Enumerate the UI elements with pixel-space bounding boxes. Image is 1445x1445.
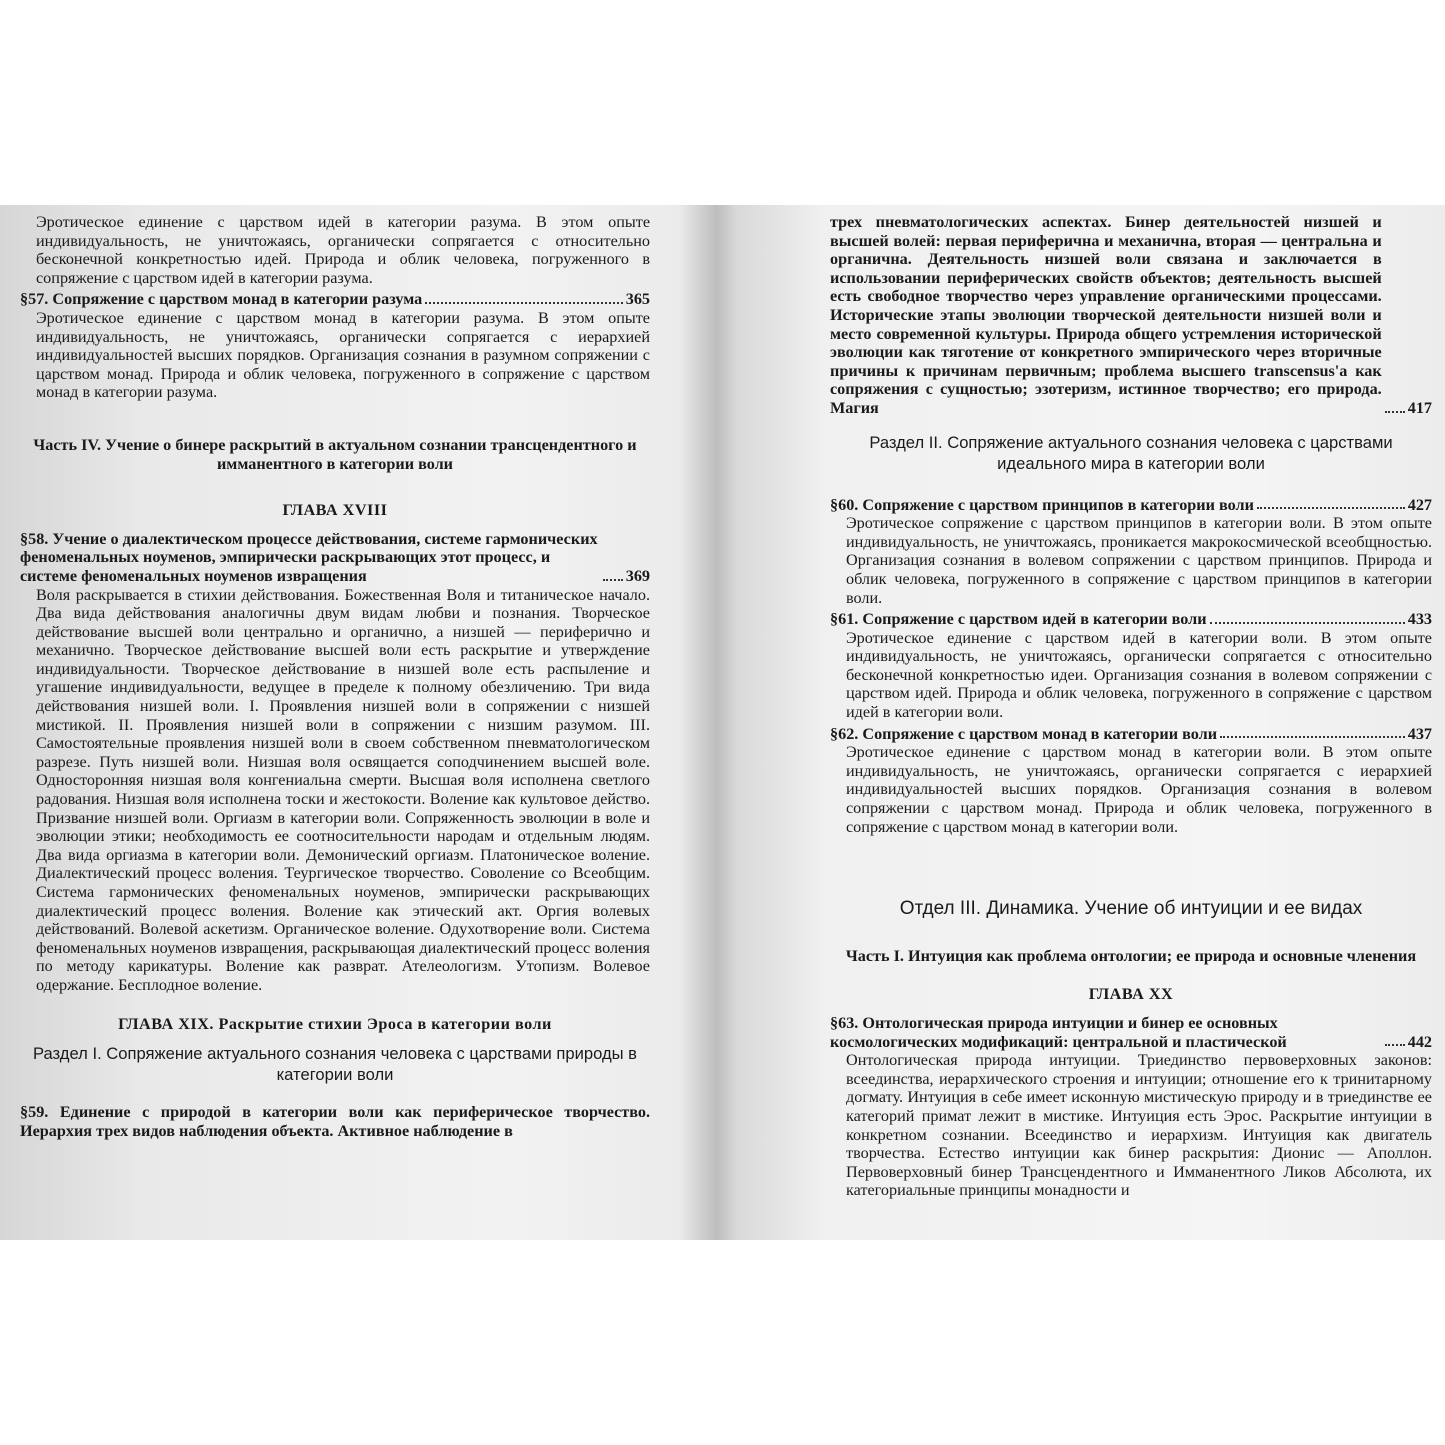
page-number: 433 (1407, 610, 1432, 629)
toc-entry-description: Эротическое единение с царством монад в категории воли. В этом опыте индивидуальность, не уничтожаясь, органически сопрягается с иерархией индивидуальностей высших порядков. Организация сознания в волевом сопряжении с царством монад. Природа и облик человека, погруженного в сопряжение с царством монад в категории воли. (846, 743, 1432, 836)
toc-entry-title: §62. Сопряжение с царством монад в категории воли (830, 724, 1218, 743)
toc-entry-57[interactable] (20, 290, 650, 309)
dot-leader (425, 302, 622, 304)
dot-leader (1210, 622, 1405, 624)
toc-entry-title: §58. Учение о диалектическом процессе действования, системе гармонических феноменальных ноуменов, эмпирически раскрывающих этот процесс, и системе феноменальных ноуменов извращения (20, 529, 598, 585)
toc-entry-title: §61. Сопряжение с царством идей в категории воли (830, 610, 1207, 629)
page-number: 442 (1407, 1032, 1432, 1051)
toc-entry-description: Воля раскрывается в стихии действования. Божественная Воля и титаническое начало. Два вида действования аналогичны двум видам любви и познания. Творческое действование высшей воли центрально и органично, а низшей — периферично и механично. Творческое действование высшей воли есть раскрытие и утверждение индивидуальности. Творческое действование в низшей воле есть распыление и угашение индивидуальности, ведущее в пределе к полному обезличению. Три вида действования низшей воли. I. Проявления низшей воли в сопряжении с низшей мистикой. II. Проявления низшей воли в сопряжении с низшим разумом. III. Самостоятельные проявления низшей воли в своем собственном пневматологическом разрезе. Путь низшей воли. Низшая воля освящается соподчинением высшей воле. Односторонняя низшая воля конгениальна смерти. Высшая воля исполнена светлого радования. Низшая воля исполнена тоски и жестокости. Воление как культовое действо. Призвание низшей воли. Оргиазм в категории воли. Сопряженность эволюции в воле и эволюции этики; необходимость ее соотносительности народам и отдельным людям. Два вида оргиазма в категории воли. Демонический оргиазм. Платоническое воление. Диалектический процесс воления. Теургическое творчество. Соволение со Всеобщим. Система гармонических феноменальных ноуменов, эмпирически раскрывающих диалектический процесс воления. Воление как этический акт. Оргия волевых действований. Волевой аскетизм. Органическое воление. Одухотворение воли. Система феноменальных ноуменов извращения, раскрывающая диалектический процесс воления по методу карикатуры. Воление как разврат. Ателеологизм. Утопизм. Волевое одержание. Бесплодное воление. (36, 585, 650, 994)
dot-leader (603, 579, 623, 581)
right-page (722, 205, 1445, 1240)
dot-leader (1220, 736, 1405, 738)
toc-entry-61[interactable] (830, 610, 1432, 629)
page-number: 369 (625, 566, 650, 585)
right-page-column (830, 213, 1432, 1202)
chapter-heading: ГЛАВА XX (1088, 985, 1174, 1004)
department-heading: Отдел III. Динамика. Учение об интуиции и ее видах (899, 898, 1363, 920)
toc-entry-description: Эротическое сопряжение с царством принципов в категории воли. В этом опыте индивидуальность, не уничтожаясь, проникается макрокосмической всеобщностью. Организация сознания в волевом сопряжении с царством принципов. Природа и облик человека, погруженного в сопряжение с царством принципов в категории воли. (846, 514, 1432, 607)
dot-leader (1257, 507, 1405, 509)
left-page-column (20, 213, 650, 1140)
toc-entry-60[interactable] (830, 496, 1432, 515)
toc-entry-63[interactable] (830, 1014, 1432, 1051)
toc-entry-title: §60. Сопряжение с царством принципов в категории воли (830, 495, 1254, 514)
chapter-heading: ГЛАВА XIX. Раскрытие стихии Эроса в категории воли (118, 1014, 552, 1033)
book-spread (0, 205, 1445, 1240)
dot-leader (1385, 1044, 1405, 1046)
intro-paragraph: Эротическое единение с царством идей в категории разума. В этом опыте индивидуальность, не уничтожаясь, органически сопрягается с относительно бесконечной конкретностью идей. Природа и облик человека, погруженного в сопряжение с царством идей в категории разума. (36, 213, 650, 287)
page-number: 365 (625, 290, 650, 309)
section-heading: Раздел I. Сопряжение актуального сознания человека с царствами природы в категории воли (33, 1044, 637, 1085)
toc-entry-title: трех пневматологических аспектах. Бинер деятельностей низшей и высшей волей: первая периферична и механична, вторая — центральна и органична. Деятельность низшей воли связана и заключается в использовании периферических свойств объектов; деятельность высшей есть свободное творчество через управление органическими процессами. Исторические этапы эволюции творческой деятельности низшей воли и место современной культуры. Природа общего устремления исторической эволюции как тяготение от конкретного эмпирического через вторичные причины к причинам первичным; проблема высшего transcensus'а как сопряжения с сущностью; эзотеризм, истинное творчество; его природа. Магия (830, 213, 1382, 417)
toc-entry-title: §63. Онтологическая природа интуиции и бинер ее основных космологических модификаций: центральной и пластической (830, 1014, 1287, 1051)
left-page (0, 205, 722, 1240)
page-number: 427 (1407, 495, 1432, 514)
toc-entry-59-continued[interactable] (830, 213, 1432, 418)
page-number: 437 (1407, 724, 1432, 743)
page-number: 417 (1407, 398, 1432, 417)
toc-entry-description: Эротическое единение с царством монад в категории разума. В этом опыте индивидуальность, не уничтожаясь, органически сопрягается с иерархией индивидуальностей высших порядков. Организация сознания в разумном сопряжении с царством монад. Природа и облик человека, погруженного в сопряжение с царством монад в категории разума. (36, 308, 650, 402)
section-heading: Раздел II. Сопряжение актуального сознания человека с царствами идеального мира в категории воли (869, 432, 1393, 473)
toc-entry-title: §57. Сопряжение с царством монад в категории разума (20, 290, 423, 309)
toc-entry-description: Эротическое единение с царством идей в категории воли. В этом опыте индивидуальность, не уничтожаясь, органически сопрягается с относительно бесконечной конкретностью идеи. Организация сознания в волевом сопряжении с царством идей. Природа и облик человека, погруженного в сопряжение с царством идей в категории воли. (846, 628, 1432, 722)
toc-entry-59-start[interactable]: §59. Единение с природой в категории воли как периферическое творчество. Иерархия трех видов наблюдения объекта. Активное наблюдение в (20, 1103, 650, 1140)
toc-entry-62[interactable] (830, 725, 1432, 744)
part-heading: Часть I. Интуиция как проблема онтологии; ее природа и основные членения (845, 946, 1417, 965)
toc-entry-58[interactable] (20, 530, 650, 586)
part-heading: Часть IV. Учение о бинере раскрытий в актуальном сознании трансцендентного и имманентного в категории воли (33, 435, 637, 473)
toc-entry-description: Онтологическая природа интуиции. Триединство первоверховных законов: всеединства, иерархического строения и интуиции; отношение его к тринитарному догмату. Интуиция в себе имеет исконную мистическую природу и в триединстве ее категорий примат лежит в мистике. Интуиция есть Эрос. Раскрытие интуиции в конкретном сознании. Всеединство и иерархизм. Интуиция как двигатель творчества. Естество интуиции как бинер раскрытия: Дионис — Аполлон. Первоверховный бинер Трансцендентного и Имманентного Ликов Абсолюта, их категориальные принципы монадности и (846, 1051, 1432, 1200)
chapter-heading: ГЛАВА XVIII (282, 501, 388, 520)
dot-leader (1385, 411, 1405, 413)
